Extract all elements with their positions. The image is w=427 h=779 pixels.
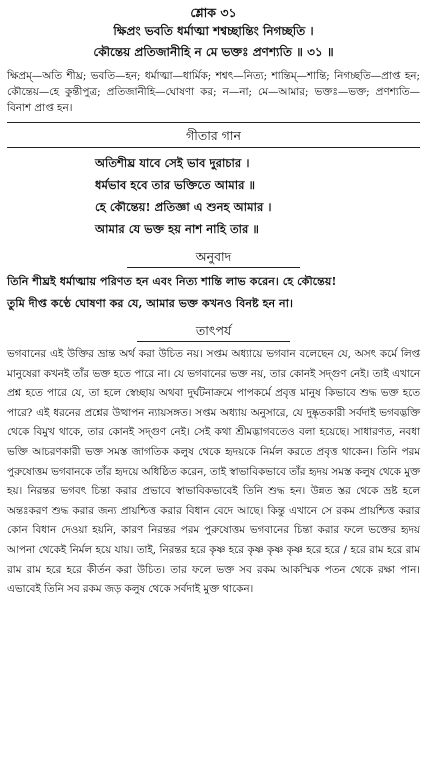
song-line-3: হে কৌন্তেয়! প্রতিজ্ঞা এ শুনহ আমার । — [95, 200, 272, 214]
verse-line-1: ক্ষিপ্রং ভবতি ধর্মাত্মা শশ্বচ্ছান্তিং নিগচ্ছতি । — [113, 24, 314, 38]
purport-body — [7, 345, 420, 600]
song-line-4: আমার যে ভক্ত হয় নাশ নাহি তার ॥ — [95, 222, 259, 236]
purport-paragraph: ভগবানের এই উক্তির ভ্রান্ত অর্থ করা উচিত নয়। সপ্তম অধ্যায়ে ভগবান বলেছেন যে, অসৎ কর্মে লিপ্ত মানুষেরা কখনই তাঁর ভক্ত হতে পারে না। যে ভগবানের ভক্ত নয়, তার কোনই সদ্গুণ নেই। তাই এখানে প্রশ্ন হতে পারে যে, তা হলে স্বেচ্ছায় অথবা দুর্ঘটনাক্রমে পাপকর্মে প্রবৃত্ত মানুষ কিভাবে শুদ্ধ ভক্ত হতে পারে? এই ধরনের প্রশ্নের উত্থাপন ন্যায়সঙ্গত। সপ্তম অধ্যায় অনুসারে, যে দুষ্কৃতকারী সর্বদাই ভগবদ্ভক্তি থেকে বিমুখ থাকে, তার কোনই সদ্গুণ নেই। সেই কথা শ্রীমদ্ভাগবতেও বলা হয়েছে। সাধারণত, নবধা ভক্তি আচরণকারী ভক্ত সমস্ত জাগতিক কলুষ থেকে হৃদয়কে নির্মল করতে প্রবৃত্ত থাকেন। তিনি পরম পুরুষোত্তম ভগবানকে তাঁর হৃদয়ে অধিষ্ঠিত করেন, তাই স্বাভাবিকভাবে তাঁর হৃদয় সমস্ত কলুষ থেকে মুক্ত হয়। নিরন্তর ভগবৎ চিন্তা করার প্রভাবে স্বাভাবিকভাবেই তিনি শুদ্ধ হন। উন্নত স্তর থেকে ভ্রষ্ট হলে অন্তঃকরণ শুদ্ধ করার জন্য প্রায়শ্চিত্ত করার বিধান বেদে আছে। কিন্তু এখানে সে রকম প্রায়শ্চিত্ত করার কোন বিধান দেওয়া হয়নি, কারণ নিরন্তর পরম পুরুষোত্তম ভগবানের চিন্তা করার ফলে ভক্তের হৃদয় আপনা থেকেই নির্মল হয়ে যায়। তাই, নিরন্তর হরে কৃষ্ণ হরে কৃষ্ণ কৃষ্ণ কৃষ্ণ হরে হরে / হরে রাম হরে রাম রাম রাম হরে হরে কীর্তন করা উচিত। তার ফলে ভক্ত সব রকম আকস্মিক পতন থেকে রক্ষা পান। এভাবেই তিনি সব রকম জড় কলুষ থেকে সর্বদাই মুক্ত থাকেন। — [7, 348, 420, 596]
translation-title: অনুবাদ — [195, 249, 232, 264]
translation-line-2: তুমি দীপ্ত কণ্ঠে ঘোষণা কর যে, আমার ভক্ত কখনও বিনষ্ট হন না। — [7, 296, 293, 310]
synonyms: ক্ষিপ্রম্—অতি শীঘ্র; ভবতি—হন; ধর্মাত্মা—ধার্মিক; শশ্বৎ—নিত্য; শান্তিম্—শান্তি; নিগচ্ছতি—প্রাপ্ত হন; কৌন্তেয়—হে কুন্তীপুত্র; প্রতিজানীহি—ঘোষণা কর; ন—না; মে—আমার; ভক্তঃ—ভক্ত; প্রণশ্যতি—বিনাশ প্রাপ্ত হন। — [7, 70, 420, 114]
song-line-2: ধর্মভাব হবে তার ভক্তিতে আমার ॥ — [95, 178, 256, 192]
divider — [7, 122, 420, 123]
song-title: গীতার গান — [186, 128, 241, 143]
song-block — [7, 152, 420, 240]
verse-line-2: কৌন্তেয় প্রতিজানীহি ন মে ভক্তঃ প্রণশ্যতি ॥ ৩১ ॥ — [93, 45, 334, 59]
divider — [137, 341, 290, 342]
song-line-1: অতিশীঘ্র যাবে সেই ভাব দুরাচার । — [95, 156, 250, 170]
translation-line-1: তিনি শীঘ্রই ধর্মাত্মায় পরিণত হন এবং নিত্য শান্তি লাভ করেন। হে কৌন্তেয়! — [7, 274, 337, 288]
divider — [7, 147, 420, 148]
divider — [127, 267, 300, 268]
purport-title: তাৎপর্য — [195, 323, 232, 338]
verse-heading: শ্লোক ৩১ — [190, 5, 237, 20]
translation-block — [7, 270, 420, 314]
